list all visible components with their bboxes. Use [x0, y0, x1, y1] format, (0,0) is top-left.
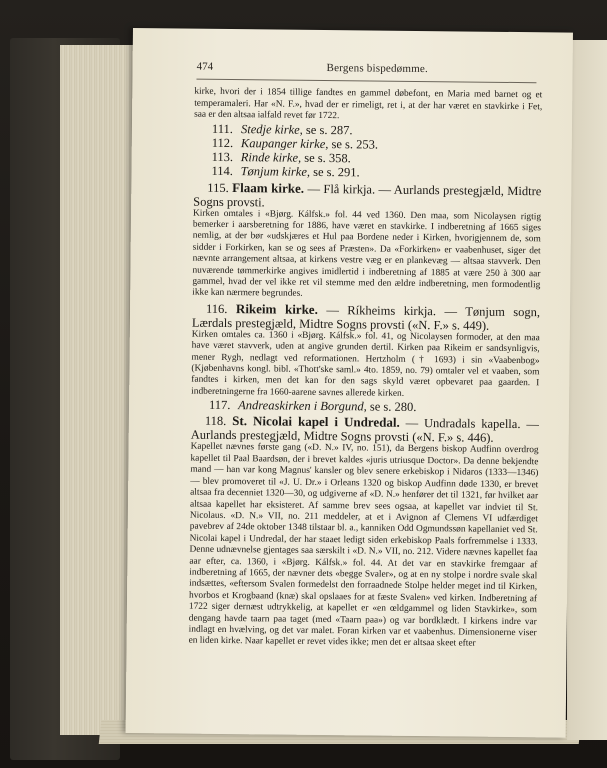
- facing-page-edge: [567, 40, 607, 740]
- page-header: [196, 59, 536, 84]
- intro-paragraph: kirke, hvori der i 1854 tillige fandtes en gammel døbefont, en Maria med barnet og et temperamaleri. Har «N. F.», hvad der er rimeligt, ret i, at der har været en stavkirke i Fet, saa er den altsaa ialfald revet før 1722.: [194, 86, 543, 122]
- entry-name: Andreaskirken i Borgund,: [238, 398, 367, 414]
- section-lead: [193, 180, 541, 212]
- section-115: [192, 180, 541, 303]
- section-number: 116.: [205, 301, 228, 316]
- entry-ref: se s. 253.: [331, 137, 379, 152]
- book-page: [126, 28, 573, 738]
- entry-ref: se s. 291.: [313, 165, 360, 180]
- section-lead: [192, 301, 540, 333]
- section-body: Kirken omtales i «Bjørg. Kálfsk.» fol. 44 ved 1360. Den maa, som Nicolaysen rigtig bemerker i aarsberetning for 1886, have været en stavkirke. I indberetning af 1665 siges nemlig, at der bør «udskjæres et Hul paa Bordene neder i Kirken, hvorigjennem de, som sidder i Forkirken, kan se og sees af Præsten». Da «Forkirken» er vaabenhuset, siger det nævnte arrangement altsaa, at kirkens vestre væg er en plankevæg — altsaa stavverk. Den nuværende tømmerkirke angives imidlertid i indberetning af 1885 at være 250 à 300 aar gammel, hvad der vel ikke ret vil stemme med den ældre indberetning, men formodentlig ikke kan nærmere begrundes.: [192, 208, 542, 300]
- section-number: 118.: [204, 414, 227, 429]
- entry-number: 114.: [211, 164, 233, 179]
- section-118: [189, 414, 539, 651]
- section-heading: Rikeim kirke.: [235, 300, 318, 317]
- section-lead-text: — Undradals kapella. — Aurlands prestegjæld, Midtre Sogns provsti («N. F.» s. 446).: [190, 416, 539, 446]
- section-lead: [191, 414, 539, 446]
- entry-name: Stedje kirke,: [241, 121, 303, 137]
- section-body: Kirken omtales ca. 1360 i «Bjørg. Kálfsk.» fol. 41, og Nicolaysen formoder, at den maa have været stavverk, uden at angive grunden dertil. Kirken paa Rikeim er sandsynligvis, mener Rygh, nedlagt ved reformationen. Hertzholm († 1693) i sin «Vaabenbog» (Kjøbenhavns kongl. bibl. «Thott'ske saml.» 4to. 1859, no. 79) omtaler vel et vaaben, som fandtes i kirken, men det kan for den sags skyld været opbevaret paa gaarden. I indberetningerne fra 1660-aarene savnes allerede kirken.: [191, 329, 540, 399]
- entry-ref: se s. 280.: [369, 399, 417, 415]
- entry-ref: se s. 358.: [304, 150, 351, 166]
- entry-name: Kaupanger kirke,: [240, 136, 329, 152]
- entry-number: 111.: [211, 121, 233, 136]
- page-body: [189, 87, 543, 651]
- section-116: [191, 301, 540, 401]
- section-lead-text: — Ríkheims kirkja. — Tønjum sogn, Lærdals prestegjæld, Midtre Sogns provsti («N. F.» s. 449).: [191, 302, 541, 333]
- entry-name: Tønjum kirke,: [240, 164, 311, 180]
- page-number: 474: [196, 60, 214, 73]
- section-heading: St. Nicolai kapel i Undredal.: [232, 413, 400, 431]
- entry-number: 113.: [211, 150, 234, 165]
- entry-name: Rinde kirke,: [240, 150, 302, 165]
- section-heading: Flaam kirke.: [232, 179, 305, 196]
- section-number: 115.: [207, 180, 229, 195]
- section-body: Kapellet nævnes første gang («D. N.» IV, no. 151), da Bergens biskop Audfinn overdrog kapellet til Paal Baardsøn, der i brevet kaldes «juris utriusque Doctor». Da denne bekjendte mand — han var kong Magnus' kansler og blev senere erkebiskop i Nidaros (1333—1346) — blev promoveret til «J. U. Dr.» i Orleans 1320 og biskop Audfinn døde 1330, er brevet altsaa fra decenniet 1320—30, og udgiverne af «D. N.» henfører det til 1321, før hvilket aar altsaa kapellet har eksisteret. Af samme brev sees ogsaa, at kapellet var indviet til St. Nicolaus. «D. N.» VII, no. 211 meddeler, at et i Avignon af Clemens VI udfærdiget pavebrev af 24de oktober 1348 tilstaar bl. a., kanniken Odd Ogmundssøn kapellaniet ved St. Nicolai kapel i Undredal, der har staaet ledigt siden erkebiskop Paals forfremmelse i 1333. Denne udnævnelse gjentages saa særskilt i «D. N.» VII, no. 212. Videre nævnes kapellet faa aar efter, ca. 1360, i «Bjørg. Kálfsk.» fol. 44. At det var en stavkirke fremgaar af indberetning af 1665, der nævner dets «begge Svaler», og at en ny stolpe i nordre svale skal indsættes, «eftersom Svalen formedelst den forraadnede Stolpe helder meget ind til Kirken, hvorbos et Krogbaand (knæ) skal opslaaes for at fæste Svalen» ved kirken. Indberetning af 1722 siger dernæst udtrykkelig, at kapellet er «en œldgammel og liden Stavkirke», som dengang havde taarn paa taget (med «Taarn paa») og var bordklædt. I kirkens indre var indlagt en hvælving, og det var malet. Foran kirken var et vaabenhus. Dimensionerne viser en liden kirke. Naar kapellet er revet vides ikke; men det er altsaa skeet efter: [188, 442, 539, 650]
- running-head: Bergens bispedømme.: [326, 62, 429, 76]
- entry-number: 112.: [211, 135, 234, 151]
- entry-number: 117.: [208, 398, 231, 413]
- entry-ref: se s. 287.: [305, 122, 353, 138]
- section-lead-text: — Flå kirkja. — Aurlands prestegjæld, Midtre Sogns provsti.: [193, 181, 542, 209]
